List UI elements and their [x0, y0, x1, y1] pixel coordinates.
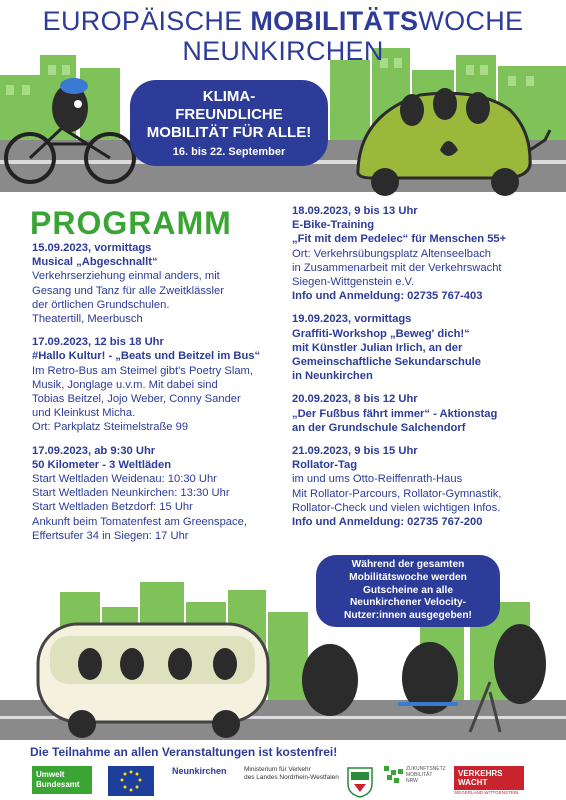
- page-title-line1: EUROPÄISCHE MOBILITÄTSWOCHE: [42, 6, 524, 36]
- event-item: 15.09.2023, vormittags Musical „Abgeschnallt“ Verkehrserziehung einmal anders, mit Gesang und Tanz für alle Zweitklässler der örtlichen Grundschulen. Theatertill, Meerbusch: [32, 242, 224, 326]
- event-item: 17.09.2023, 12 bis 18 Uhr #Hallo Kultur! - „Beats und Beitzel im Bus“ Im Retro-Bus am Steimel gibt's Poetry Slam, Musik, Jonglage u.v.m. Mit dabei sind Tobias Beitzel, Jojo Weber, Conny Sander und Kleinkust Micha. Ort: Parkplatz Steimelstraße 99: [32, 336, 261, 434]
- free-participation-note: Die Teilnahme an allen Veranstaltungen ist kostenfrei!: [30, 745, 338, 759]
- voucher-speech-bubble: Während der gesamten Mobilitätswoche werden Gutscheine an alle Neunkirchener Velocity- Nutzer:innen ausgegeben!: [316, 555, 500, 627]
- event-item: 18.09.2023, 9 bis 13 Uhr E-Bike-Training „Fit mit dem Pedelec“ für Menschen 55+ Ort: Verkehrsübungsplatz Altenseelbach in Zusammenarbeit mit der Verkehrswacht Siegen-Wittgenstein e.V. Info und Anmeldung: 02735 767-403: [292, 204, 554, 303]
- event-item: 21.09.2023, 9 bis 15 Uhr Rollator-Tag im und ums Otto-Reiffenrath-Haus Mit Rollator-Parcours, Rollator-Gymnastik, Rollator-Check und vielen wichtigen Infos. Info und Anmeldung: 02735 767-200: [292, 444, 554, 529]
- events-left-column: [32, 241, 282, 552]
- events-right-column: [292, 204, 554, 538]
- program-heading: PROGRAMM: [30, 205, 232, 241]
- ministry-logo: Ministerium für Verkehr des Landes Nordrhein-Westfalen: [244, 766, 339, 781]
- eu-flag-logo: [108, 766, 154, 796]
- slogan-speech-bubble: KLIMA- FREUNDLICHE MOBILITÄT FÜR ALLE! 16. bis 22. September: [130, 80, 328, 166]
- neunkirchen-logo: Neunkirchen: [172, 766, 227, 776]
- sponsor-logos: [0, 762, 566, 800]
- info-phone: Info und Anmeldung: 02735 767-403: [292, 290, 483, 303]
- event-item: 19.09.2023, vormittags Graffiti-Workshop „Beweg' dich!“ mit Künstler Julian Irlich, an der Gemeinschaftliche Sekundarschule in Neunkirchen: [292, 313, 482, 383]
- event-item: 20.09.2023, 8 bis 12 Uhr „Der Fußbus fährt immer“ - Aktionstag an der Grundschule Salchendorf: [292, 393, 498, 434]
- header-illustration: [0, 0, 566, 200]
- bus-figure: [38, 624, 268, 738]
- umweltbundesamt-logo: Umwelt Bundesamt: [32, 766, 92, 794]
- event-item: 17.09.2023, ab 9:30 Uhr 50 Kilometer - 3 Weltläden Start Weltladen Weidenau: 10:30 Uhr Start Weltladen Neunkirchen: 13:30 Uhr Start Weltladen Betzdorf: 15 Uhr Ankunft beim Tomatenfest am Greenspace, Effertsufer 34 in Siegen: 17 Uhr: [32, 444, 247, 542]
- zukunftsnetz-mobilitaet-logo: ZUKUNFTSNETZ MOBILITÄT NRW: [384, 766, 446, 798]
- verkehrswacht-logo: VERKEHRS WACHT SIEGERLAND WITTGENSTEIN: [454, 766, 524, 798]
- nrw-crest-logo: [346, 766, 374, 798]
- page-title-line2: NEUNKIRCHEN: [182, 36, 384, 66]
- info-phone: Info und Anmeldung: 02735 767-200: [292, 516, 483, 529]
